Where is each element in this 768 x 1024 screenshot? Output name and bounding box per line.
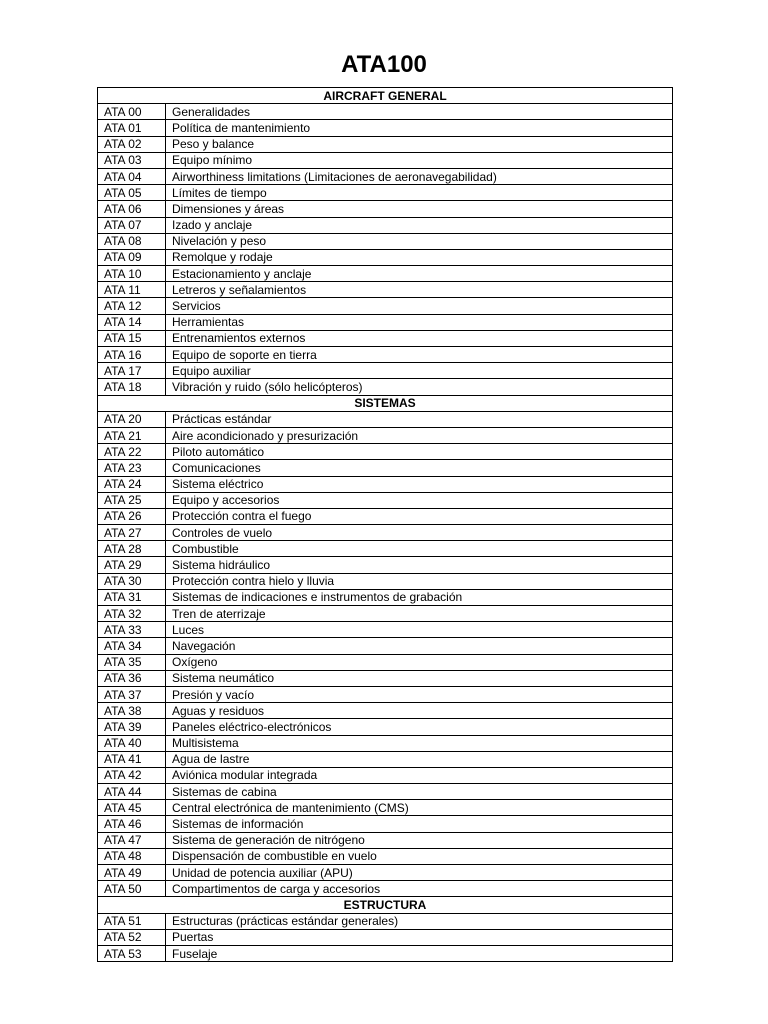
table-row <box>98 816 673 832</box>
table-row <box>98 913 673 929</box>
table-row <box>98 573 673 589</box>
ata-code-cell: ATA 21 <box>98 427 166 443</box>
table-row <box>98 347 673 363</box>
ata-code-cell: ATA 17 <box>98 363 166 379</box>
table-row <box>98 233 673 249</box>
table-row <box>98 686 673 702</box>
ata-code-cell: ATA 24 <box>98 476 166 492</box>
ata-description-cell: Agua de lastre <box>166 751 673 767</box>
ata-code-cell: ATA 05 <box>98 185 166 201</box>
ata-description-cell: Unidad de potencia auxiliar (APU) <box>166 865 673 881</box>
table-row <box>98 508 673 524</box>
ata-description-cell: Navegación <box>166 638 673 654</box>
ata-code-cell: ATA 37 <box>98 686 166 702</box>
ata-code-cell: ATA 03 <box>98 152 166 168</box>
ata-code-cell: ATA 47 <box>98 832 166 848</box>
ata-description-cell: Sistema eléctrico <box>166 476 673 492</box>
table-row <box>98 525 673 541</box>
ata-code-cell: ATA 10 <box>98 266 166 282</box>
table-row <box>98 622 673 638</box>
ata-description-cell: Piloto automático <box>166 444 673 460</box>
ata-description-cell: Paneles eléctrico-electrónicos <box>166 719 673 735</box>
ata-code-cell: ATA 22 <box>98 444 166 460</box>
ata-description-cell: Equipo de soporte en tierra <box>166 347 673 363</box>
ata-description-cell: Nivelación y peso <box>166 233 673 249</box>
ata-code-cell: ATA 36 <box>98 670 166 686</box>
table-row <box>98 589 673 605</box>
table-row <box>98 298 673 314</box>
ata-description-cell: Prácticas estándar <box>166 411 673 427</box>
table-row <box>98 638 673 654</box>
ata-description-cell: Dispensación de combustible en vuelo <box>166 848 673 864</box>
ata-description-cell: Izado y anclaje <box>166 217 673 233</box>
ata-description-cell: Límites de tiempo <box>166 185 673 201</box>
ata-code-cell: ATA 33 <box>98 622 166 638</box>
ata-code-cell: ATA 07 <box>98 217 166 233</box>
table-row <box>98 427 673 443</box>
ata-description-cell: Airworthiness limitations (Limitaciones de aeronavegabilidad) <box>166 168 673 184</box>
section-header: ESTRUCTURA <box>98 897 673 913</box>
ata-code-cell: ATA 51 <box>98 913 166 929</box>
ata-description-cell: Combustible <box>166 541 673 557</box>
table-row <box>98 670 673 686</box>
ata-description-cell: Servicios <box>166 298 673 314</box>
ata-chapters-table <box>97 87 673 962</box>
table-row <box>98 136 673 152</box>
section-header: AIRCRAFT GENERAL <box>98 88 673 104</box>
ata-code-cell: ATA 28 <box>98 541 166 557</box>
table-row <box>98 185 673 201</box>
table-row <box>98 929 673 945</box>
ata-description-cell: Central electrónica de mantenimiento (CMS) <box>166 800 673 816</box>
table-row <box>98 735 673 751</box>
ata-code-cell: ATA 52 <box>98 929 166 945</box>
table-row <box>98 476 673 492</box>
table-row <box>98 363 673 379</box>
ata-code-cell: ATA 02 <box>98 136 166 152</box>
ata-description-cell: Sistemas de cabina <box>166 784 673 800</box>
table-row <box>98 848 673 864</box>
table-row <box>98 104 673 120</box>
ata-description-cell: Dimensiones y áreas <box>166 201 673 217</box>
ata-description-cell: Aire acondicionado y presurización <box>166 427 673 443</box>
table-row <box>98 767 673 783</box>
ata-description-cell: Controles de vuelo <box>166 525 673 541</box>
ata-code-cell: ATA 40 <box>98 735 166 751</box>
ata-code-cell: ATA 11 <box>98 282 166 298</box>
ata-description-cell: Herramientas <box>166 314 673 330</box>
ata-code-cell: ATA 23 <box>98 460 166 476</box>
table-row <box>98 314 673 330</box>
ata-code-cell: ATA 42 <box>98 767 166 783</box>
table-row <box>98 865 673 881</box>
section-header: SISTEMAS <box>98 395 673 411</box>
ata-code-cell: ATA 32 <box>98 606 166 622</box>
table-row <box>98 654 673 670</box>
ata-description-cell: Vibración y ruido (sólo helicópteros) <box>166 379 673 395</box>
ata-description-cell: Oxígeno <box>166 654 673 670</box>
ata-description-cell: Equipo mínimo <box>166 152 673 168</box>
ata-code-cell: ATA 34 <box>98 638 166 654</box>
table-row <box>98 945 673 961</box>
ata-code-cell: ATA 08 <box>98 233 166 249</box>
ata-description-cell: Sistemas de indicaciones e instrumentos de grabación <box>166 589 673 605</box>
ata-description-cell: Remolque y rodaje <box>166 249 673 265</box>
ata-code-cell: ATA 16 <box>98 347 166 363</box>
ata-code-cell: ATA 31 <box>98 589 166 605</box>
section-header-row <box>98 897 673 913</box>
table-row <box>98 266 673 282</box>
table-row <box>98 460 673 476</box>
page-title: ATA100 <box>341 51 427 78</box>
table-row <box>98 557 673 573</box>
table-row <box>98 217 673 233</box>
section-header-row <box>98 88 673 104</box>
ata-code-cell: ATA 35 <box>98 654 166 670</box>
table-row <box>98 282 673 298</box>
ata-description-cell: Aguas y residuos <box>166 703 673 719</box>
ata-code-cell: ATA 15 <box>98 330 166 346</box>
ata-code-cell: ATA 53 <box>98 945 166 961</box>
ata-code-cell: ATA 29 <box>98 557 166 573</box>
ata-code-cell: ATA 39 <box>98 719 166 735</box>
table-row <box>98 168 673 184</box>
table-row <box>98 120 673 136</box>
ata-code-cell: ATA 01 <box>98 120 166 136</box>
ata-description-cell: Presión y vacío <box>166 686 673 702</box>
ata-description-cell: Estacionamiento y anclaje <box>166 266 673 282</box>
ata-description-cell: Protección contra el fuego <box>166 508 673 524</box>
ata-description-cell: Equipo auxiliar <box>166 363 673 379</box>
table-row <box>98 201 673 217</box>
ata-code-cell: ATA 45 <box>98 800 166 816</box>
ata-description-cell: Protección contra hielo y lluvia <box>166 573 673 589</box>
ata-description-cell: Sistema neumático <box>166 670 673 686</box>
ata-description-cell: Sistema hidráulico <box>166 557 673 573</box>
ata-description-cell: Sistemas de información <box>166 816 673 832</box>
ata-description-cell: Aviónica modular integrada <box>166 767 673 783</box>
table-row <box>98 152 673 168</box>
ata-code-cell: ATA 20 <box>98 411 166 427</box>
ata-code-cell: ATA 12 <box>98 298 166 314</box>
ata-code-cell: ATA 48 <box>98 848 166 864</box>
ata-code-cell: ATA 09 <box>98 249 166 265</box>
ata-description-cell: Política de mantenimiento <box>166 120 673 136</box>
table-row <box>98 249 673 265</box>
ata-code-cell: ATA 30 <box>98 573 166 589</box>
ata-code-cell: ATA 25 <box>98 492 166 508</box>
ata-code-cell: ATA 49 <box>98 865 166 881</box>
ata-code-cell: ATA 46 <box>98 816 166 832</box>
table-row <box>98 492 673 508</box>
ata-description-cell: Fuselaje <box>166 945 673 961</box>
table-row <box>98 881 673 897</box>
ata-table-body <box>98 88 673 962</box>
section-header-row <box>98 395 673 411</box>
ata-code-cell: ATA 04 <box>98 168 166 184</box>
table-row <box>98 800 673 816</box>
ata-code-cell: ATA 14 <box>98 314 166 330</box>
ata-description-cell: Equipo y accesorios <box>166 492 673 508</box>
ata-code-cell: ATA 50 <box>98 881 166 897</box>
ata-code-cell: ATA 41 <box>98 751 166 767</box>
ata-code-cell: ATA 18 <box>98 379 166 395</box>
ata-description-cell: Puertas <box>166 929 673 945</box>
table-row <box>98 703 673 719</box>
ata-description-cell: Sistema de generación de nitrógeno <box>166 832 673 848</box>
ata-description-cell: Compartimentos de carga y accesorios <box>166 881 673 897</box>
table-row <box>98 784 673 800</box>
ata-description-cell: Tren de aterrizaje <box>166 606 673 622</box>
table-row <box>98 606 673 622</box>
table-row <box>98 832 673 848</box>
ata-description-cell: Multisistema <box>166 735 673 751</box>
table-row <box>98 541 673 557</box>
ata-description-cell: Comunicaciones <box>166 460 673 476</box>
ata-code-cell: ATA 27 <box>98 525 166 541</box>
table-row <box>98 379 673 395</box>
ata-description-cell: Generalidades <box>166 104 673 120</box>
ata-code-cell: ATA 06 <box>98 201 166 217</box>
ata-description-cell: Estructuras (prácticas estándar generales) <box>166 913 673 929</box>
ata-description-cell: Letreros y señalamientos <box>166 282 673 298</box>
table-row <box>98 751 673 767</box>
table-row <box>98 411 673 427</box>
ata-code-cell: ATA 44 <box>98 784 166 800</box>
table-row <box>98 330 673 346</box>
table-row <box>98 444 673 460</box>
ata-code-cell: ATA 26 <box>98 508 166 524</box>
ata-description-cell: Luces <box>166 622 673 638</box>
ata-description-cell: Peso y balance <box>166 136 673 152</box>
ata-code-cell: ATA 38 <box>98 703 166 719</box>
ata-description-cell: Entrenamientos externos <box>166 330 673 346</box>
ata-code-cell: ATA 00 <box>98 104 166 120</box>
table-row <box>98 719 673 735</box>
